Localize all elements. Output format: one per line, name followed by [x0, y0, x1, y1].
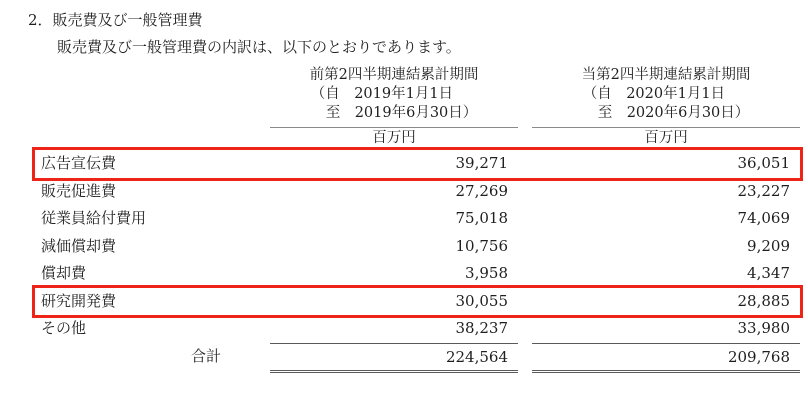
row-label: 従業員給付費用	[41, 209, 147, 227]
header-current-period	[532, 66, 800, 128]
row-label: 償却費	[41, 264, 87, 282]
row-value-current: 4,347	[747, 264, 790, 282]
prior-period-title: 前第2四半期連結累計期間	[309, 67, 479, 83]
row-label: 広告宣伝費	[41, 154, 117, 172]
prior-period-to: 至 2019年6月30日）	[325, 105, 478, 121]
row-value-current: 28,885	[737, 291, 790, 310]
row-value-current: 74,069	[737, 209, 790, 227]
row-value-prior: 27,269	[455, 181, 508, 200]
current-period-to: 至 2020年6月30日）	[597, 105, 750, 121]
unit-row	[35, 128, 800, 150]
row-value-prior: 30,055	[455, 291, 508, 310]
table-row-other	[35, 315, 800, 343]
section-subtitle: 販売費及び一般管理費の内訳は、以下のとおりであります。	[57, 38, 461, 56]
total-label: 合計	[191, 346, 222, 365]
row-value-prior: 10,756	[455, 236, 508, 255]
row-value-prior: 75,018	[455, 209, 508, 227]
row-label: その他	[41, 319, 87, 337]
table-row-total	[35, 343, 800, 373]
table-row-rnd	[35, 288, 800, 316]
row-value-current: 9,209	[747, 236, 790, 255]
header-prior-period	[270, 66, 518, 128]
table-row-employee-benefits	[35, 205, 800, 233]
table-row-advertising	[35, 150, 800, 178]
row-label: 減価償却費	[41, 236, 117, 255]
table-row-amortization	[35, 260, 800, 288]
row-value-prior: 38,237	[455, 319, 508, 337]
total-value-current: 209,768	[532, 343, 800, 373]
current-period-dates	[583, 85, 750, 123]
unit-label-spacer	[35, 128, 255, 150]
section-title: 2．販売費及び一般管理費	[28, 11, 203, 29]
row-value-current: 23,227	[737, 181, 790, 200]
unit-current: 百万円	[532, 128, 800, 150]
total-value-prior: 224,564	[270, 343, 518, 373]
prior-period-dates	[311, 85, 478, 123]
table-row-sales-promotion	[35, 178, 800, 206]
row-value-current: 33,980	[737, 319, 790, 337]
row-label: 販売促進費	[41, 181, 117, 200]
current-period-title: 当第2四半期連結累計期間	[581, 67, 751, 83]
table-header-row	[35, 66, 800, 128]
table-row-depreciation	[35, 233, 800, 261]
row-label: 研究開発費	[41, 291, 117, 310]
current-period-from: （自 2020年1月1日	[582, 86, 726, 102]
row-value-prior: 3,958	[465, 264, 508, 282]
row-value-current: 36,051	[737, 154, 790, 172]
prior-period-from: （自 2019年1月1日	[310, 86, 454, 102]
row-value-prior: 39,271	[455, 154, 508, 172]
sga-expenses-table	[35, 66, 800, 373]
unit-prior: 百万円	[270, 128, 518, 150]
header-label-spacer	[35, 66, 255, 128]
